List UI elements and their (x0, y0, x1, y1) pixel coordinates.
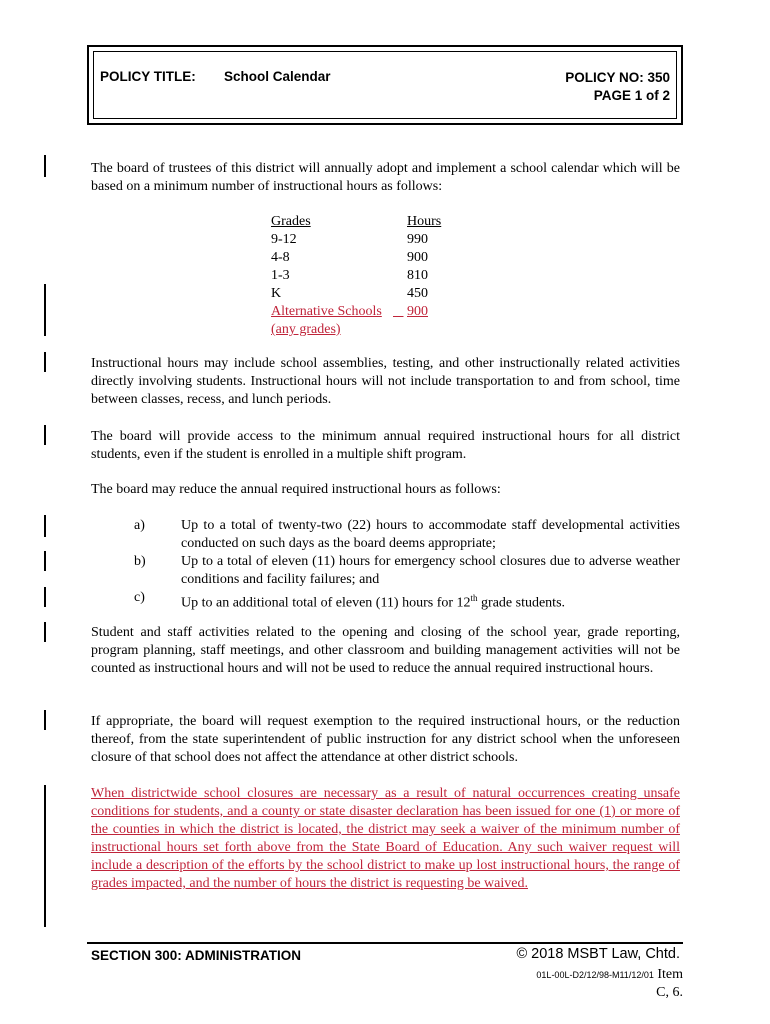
grades-column-header: Grades (271, 214, 311, 229)
revision-bar (44, 155, 46, 177)
revision-bar (44, 551, 46, 571)
list-item-text-part: Up to an additional total of eleven (11) hours for 12 (181, 595, 471, 611)
list-item-text: Up to a total of twenty-two (22) hours to accommodate staff developmental activities conducted on such days as the board deems appropriate; (181, 518, 680, 551)
list-item-text (181, 589, 680, 613)
revision-bar (44, 710, 46, 730)
waiver-paragraph: When districtwide school closures are necessary as a result of natural occurrences creating unsafe conditions for students, and a county or state disaster declaration has been issued for one (1) or more of the counties in which the district is located, the district may seek a waiver of the minimum number of instructional hours set forth above from the State Board of Education. Any such waiver request will include a description of the efforts by the school district to make up lost instructional hours, the range of grades impacted, and the number of hours the district is requesting be waived. (91, 786, 680, 891)
grades-cell: 1-3 (271, 268, 290, 283)
policy-number-block (565, 69, 670, 105)
hours-cell: 990 (407, 232, 428, 247)
instructional-hours-paragraph: Instructional hours may include school assemblies, testing, and other instructionally related activities directly involving students. Instructional hours will not include transportation to and from school, time between classes, recess, and lunch periods. (91, 356, 680, 407)
list-marker: c) (134, 590, 145, 605)
grades-cell: 9-12 (271, 232, 297, 247)
underline-gap (393, 303, 407, 321)
list-marker: a) (134, 518, 145, 533)
policy-header-inner-border (93, 51, 677, 119)
item-number: C, 6. (656, 985, 683, 1000)
footer-rule (87, 942, 683, 944)
revision-code-block (536, 966, 683, 1002)
policy-number: POLICY NO: 350 (565, 70, 670, 85)
revision-bar (44, 515, 46, 537)
page-number: PAGE 1 of 2 (593, 88, 670, 103)
list-marker: b) (134, 554, 146, 569)
hours-cell: 450 (407, 286, 428, 301)
superscript: th (470, 593, 478, 603)
revision-bar (44, 587, 46, 607)
hours-cell-alternative: 900 (407, 304, 428, 319)
reduce-paragraph: The board may reduce the annual required instructional hours as follows: (91, 482, 501, 497)
access-paragraph: The board will provide access to the minimum annual required instructional hours for all district students, even if the student is enrolled in a multiple shift program. (91, 429, 680, 462)
exemption-paragraph: If appropriate, the board will request exemption to the required instructional hours, or the reduction thereof, from the state superintendent of public instruction for any district school when the unforeseen closure of that school does not affect the attendance at other district schools. (91, 714, 680, 765)
list-item-text: Up to a total of eleven (11) hours for emergency school closures due to adverse weather conditions and facility failures; and (181, 554, 680, 587)
hours-column-header: Hours (407, 214, 442, 229)
grades-cell-alternative: Alternative Schools (271, 304, 382, 319)
copyright: © 2018 MSBT Law, Chtd. (516, 946, 680, 962)
item-label: Item (657, 967, 683, 982)
list-item-text-part: grade students. (477, 595, 566, 611)
revision-bar (44, 425, 46, 445)
staff-activities-paragraph: Student and staff activities related to the opening and closing of the school year, grade reporting, program planning, staff meetings, and other classroom and building management activities will not be counted as instructional hours and will not be used to reduce the annual required instructional hours. (91, 625, 680, 676)
grades-note: (any grades) (271, 322, 341, 337)
policy-title: School Calendar (224, 69, 331, 84)
revision-bar (44, 785, 46, 927)
intro-paragraph: The board of trustees of this district will annually adopt and implement a school calendar which will be based on a minimum number of instructional hours as follows: (91, 161, 680, 194)
hours-cell: 900 (407, 250, 428, 265)
revision-bar (44, 284, 46, 336)
revision-code: 01L-00L-D2/12/98-M11/12/01 (536, 970, 654, 980)
section-label: SECTION 300: ADMINISTRATION (91, 948, 302, 963)
policy-header-box (87, 45, 683, 125)
grades-cell: 4-8 (271, 250, 290, 265)
policy-title-label: POLICY TITLE: (100, 69, 196, 84)
revision-bar (44, 622, 46, 642)
revision-bar (44, 352, 46, 372)
grades-cell: K (271, 286, 282, 301)
hours-cell: 810 (407, 268, 428, 283)
